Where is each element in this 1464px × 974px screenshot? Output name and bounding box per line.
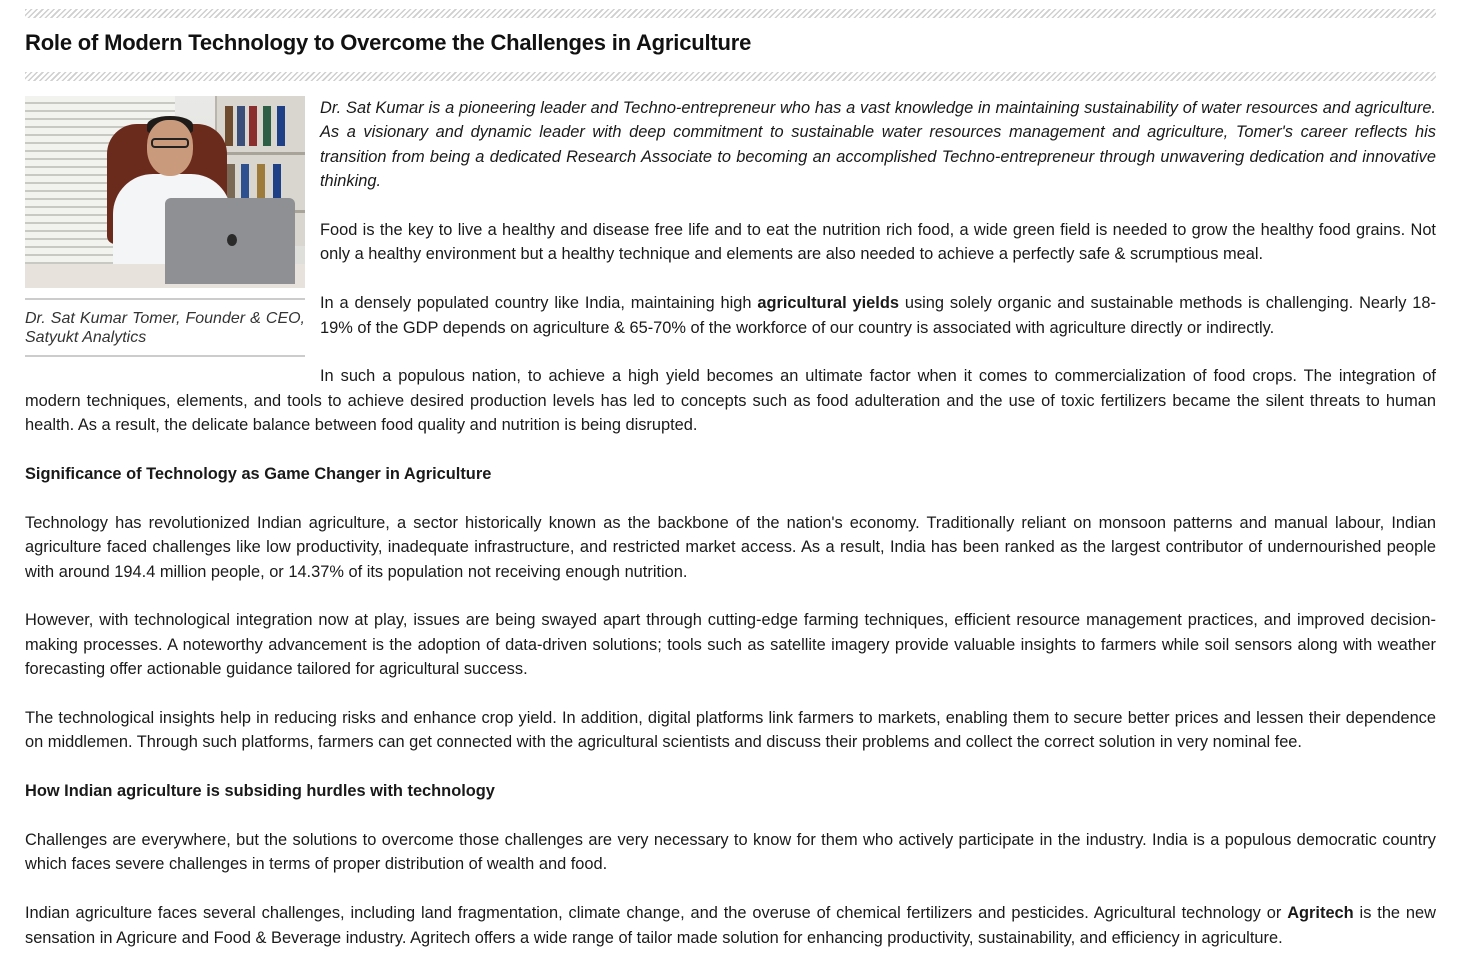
article-title: Role of Modern Technology to Overcome the Challenges in Agriculture <box>25 30 752 55</box>
paragraph-insights: The technological insights help in reducing risks and enhance crop yield. In addition, digital platforms link farmers to markets, enabling them to secure better prices and lessen their dependence on middlemen. Through such platforms, farmers can get connected with the agricultural scientists and discuss their problems and collect the correct solution in very nominal fee. <box>25 709 1436 752</box>
image-caption: Dr. Sat Kumar Tomer, Founder & CEO, Satyukt Analytics <box>25 298 305 357</box>
top-divider <box>25 9 1436 18</box>
author-photo <box>25 96 305 288</box>
paragraph-populous-nation: In such a populous nation, to achieve a high yield becomes an ultimate factor when it comes to commercialization of food crops. The integration of modern techniques, elements, and tools to achieve desired production levels has led to concepts such as food adulteration and the use of toxic fertilizers became the silent threats to human health. As a result, the delicate balance between food quality and nutrition is being disrupted. <box>25 367 1436 435</box>
bold-agricultural-yields: agricultural yields <box>757 294 899 313</box>
paragraph-revolutionized: Technology has revolutionized Indian agriculture, a sector historically known as the backbone of the nation's economy. Traditionally reliant on monsoon patterns and manual labour, Indian agriculture faced challenges like low productivity, inadequate infrastructure, and restricted market access. As a result, India has been ranked as the largest contributor of undernourished people with around 194.4 million people, or 14.37% of its population not receiving enough nutrition. <box>25 513 1436 581</box>
paragraph-food: Food is the key to live a healthy and disease free life and to eat the nutrition rich food, a wide green field is needed to grow the healthy food grains. Not only a healthy environment but a healthy technique and elements are also needed to achieve a perfectly safe & scrumptious meal. <box>320 221 1436 264</box>
apple-logo-icon <box>227 234 237 246</box>
paragraph-challenges: Challenges are everywhere, but the solutions to overcome those challenges are very necessary to know for them who actively participate in the industry. India is a populous democratic country which faces severe challenges in terms of proper distribution of wealth and food. <box>25 831 1436 874</box>
intro-paragraph: Dr. Sat Kumar is a pioneering leader and Techno-entrepreneur who has a vast knowledge in maintaining sustainability of water resources and agriculture. As a visionary and dynamic leader with deep commitment to sustainable water resources management and agriculture, Tomer's career reflects his transition from being a dedicated Research Associate to becoming an accomplished Techno-entrepreneur through unwavering dedication and innovative thinking. <box>320 99 1436 191</box>
title-divider <box>25 72 1436 81</box>
paragraph-integration: However, with technological integration now at play, issues are being swayed apart through cutting-edge farming techniques, efficient resource management practices, and improved decision-making processes. A noteworthy advancement is the adoption of data-driven solutions; tools such as satellite imagery provide valuable insights to farmers while soil sensors along with weather forecasting offer actionable guidance tailored for agricultural success. <box>25 611 1436 679</box>
section-heading-hurdles: How Indian agriculture is subsiding hurdles with technology <box>25 782 495 801</box>
bold-agritech: Agritech <box>1287 904 1354 923</box>
paragraph-agritech: Indian agriculture faces several challenges, including land fragmentation, climate change, and the overuse of chemical fertilizers and pesticides. Agricultural technology or Agritech is the new sensation in Agricure and Food & Beverage industry. Agritech offers a wide range of tailor made solution for enhancing productivity, sustainability, and efficiency in agriculture. <box>25 904 1436 947</box>
paragraph-yields: In a densely populated country like India, maintaining high agricultural yields using solely organic and sustainable methods is challenging. Nearly 18-19% of the GDP depends on agriculture & 65-70% of the workforce of our country is associated with agriculture directly or indirectly. <box>320 294 1437 337</box>
author-figure <box>25 96 305 357</box>
section-heading-significance: Significance of Technology as Game Changer in Agriculture <box>25 465 492 484</box>
article-body <box>25 96 1436 974</box>
